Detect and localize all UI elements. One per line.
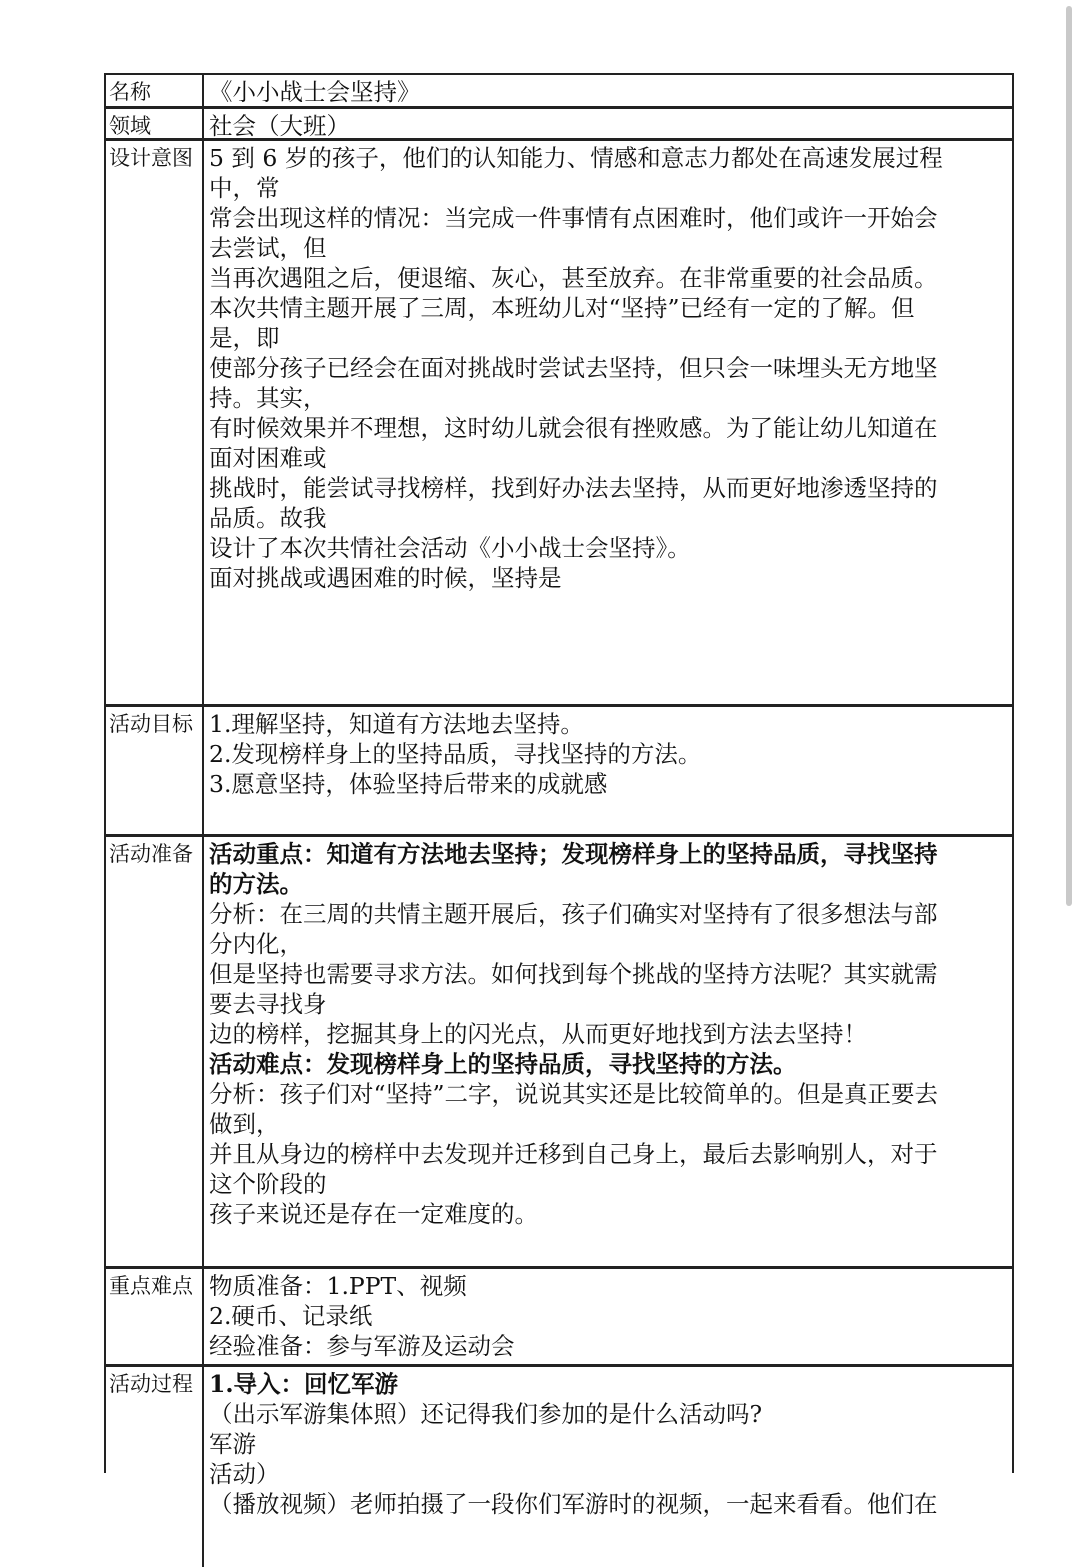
text-line: 常会出现这样的情况：当完成一件事情有点困难时，他们或许一开始会 <box>209 204 938 232</box>
bold-text-line: 的方法。 <box>209 870 303 898</box>
text-line: （播放视频）老师拍摄了一段你们军游时的视频，一起来看看。他们在 <box>209 1490 938 1518</box>
activity-process-row <box>106 1367 1012 1567</box>
row-content <box>206 1367 1012 1567</box>
design-intent-row <box>106 141 1012 707</box>
row-content <box>206 141 1012 704</box>
text-line: 设计了本次共情社会活动《小小战士会坚持》。 <box>209 534 691 562</box>
text-line: 分析：在三周的共情主题开展后，孩子们确实对坚持有了很多想法与部 <box>209 900 938 928</box>
text-line: 但是坚持也需要寻求方法。如何找到每个挑战的坚持方法呢？其实就需 <box>209 960 938 988</box>
text-line: 中，常 <box>209 174 280 202</box>
text-line: （出示军游集体照）还记得我们参加的是什么活动吗? <box>209 1400 763 1428</box>
text-line: 持。其实， <box>209 384 327 412</box>
text-line: 活动） <box>209 1460 280 1488</box>
text-line: 物质准备：1.PPT、视频 <box>209 1272 467 1300</box>
row-label: 名称 <box>106 75 204 106</box>
text-line: 《小小战士会坚持》 <box>209 78 421 106</box>
row-label: 活动过程 <box>106 1367 204 1567</box>
text-line: 社会（大班） <box>209 112 350 138</box>
key-difficulties-row <box>106 1269 1012 1367</box>
text-line: 要去寻找身 <box>209 990 327 1018</box>
text-line: 分内化， <box>209 930 303 958</box>
text-line: 经验准备：参与军游及运动会 <box>209 1332 515 1360</box>
text-line: 当再次遇阻之后，便退缩、灰心，甚至放弃。在非常重要的社会品质。 <box>209 264 938 292</box>
row-label: 领域 <box>106 109 204 138</box>
row-label: 重点难点 <box>106 1269 204 1364</box>
text-line: 2.硬币、记录纸 <box>209 1302 373 1330</box>
text-line: 有时候效果并不理想，这时幼儿就会很有挫败感。为了能让幼儿知道在 <box>209 414 938 442</box>
row-content <box>206 837 1012 1266</box>
row-content <box>206 109 1012 138</box>
text-line: 军游 <box>209 1430 256 1458</box>
name-row <box>106 75 1012 109</box>
text-line: 去尝试，但 <box>209 234 327 262</box>
text-line: 这个阶段的 <box>209 1170 327 1198</box>
lesson-plan-table <box>104 73 1014 1518</box>
domain-row <box>106 109 1012 141</box>
text-line: 挑战时，能尝试寻找榜样，找到好办法去坚持，从而更好地渗透坚持的 <box>209 474 938 502</box>
row-content <box>206 1269 1012 1364</box>
text-line: 做到， <box>209 1110 280 1138</box>
text-line: 1.理解坚持，知道有方法地去坚持。 <box>209 710 584 738</box>
row-label: 活动准备 <box>106 837 204 1266</box>
text-line: 使部分孩子已经会在面对挑战时尝试去坚持，但只会一味埋头无方地坚 <box>209 354 938 382</box>
row-label: 活动目标 <box>106 707 204 834</box>
text-line: 面对困难或 <box>209 444 327 472</box>
text-line: 2.发现榜样身上的坚持品质，寻找坚持的方法。 <box>209 740 702 768</box>
text-line: 边的榜样，挖掘其身上的闪光点，从而更好地找到方法去坚持！ <box>209 1020 867 1048</box>
text-line: 分析：孩子们对“坚持”二字，说说其实还是比较简单的。但是真正要去 <box>209 1080 939 1108</box>
row-content <box>206 75 1012 106</box>
bold-text-line: 活动重点：知道有方法地去坚持；发现榜样身上的坚持品质，寻找坚持 <box>209 840 938 868</box>
bold-text-line: 1.导入：回忆军游 <box>209 1370 399 1398</box>
text-line: 3.愿意坚持，体验坚持后带来的成就感 <box>209 770 608 798</box>
text-line: 本次共情主题开展了三周，本班幼儿对“坚持”已经有一定的了解。但 <box>209 294 915 322</box>
activity-goals-row <box>106 707 1012 837</box>
text-line: 并且从身边的榜样中去发现并迁移到自己身上，最后去影响别人，对于 <box>209 1140 938 1168</box>
text-line: 面对挑战或遇困难的时候，坚持是 <box>209 564 562 592</box>
text-line: 品质。故我 <box>209 504 327 532</box>
text-line: 5 到 6 岁的孩子，他们的认知能力、情感和意志力都处在高速发展过程 <box>209 144 943 172</box>
activity-preparation-row <box>106 837 1012 1269</box>
row-content <box>206 707 1012 834</box>
scrollbar[interactable] <box>1066 6 1072 906</box>
row-label: 设计意图 <box>106 141 204 704</box>
text-line: 是，即 <box>209 324 280 352</box>
text-line: 孩子来说还是存在一定难度的。 <box>209 1200 538 1228</box>
bold-text-line: 活动难点：发现榜样身上的坚持品质，寻找坚持的方法。 <box>209 1050 797 1078</box>
